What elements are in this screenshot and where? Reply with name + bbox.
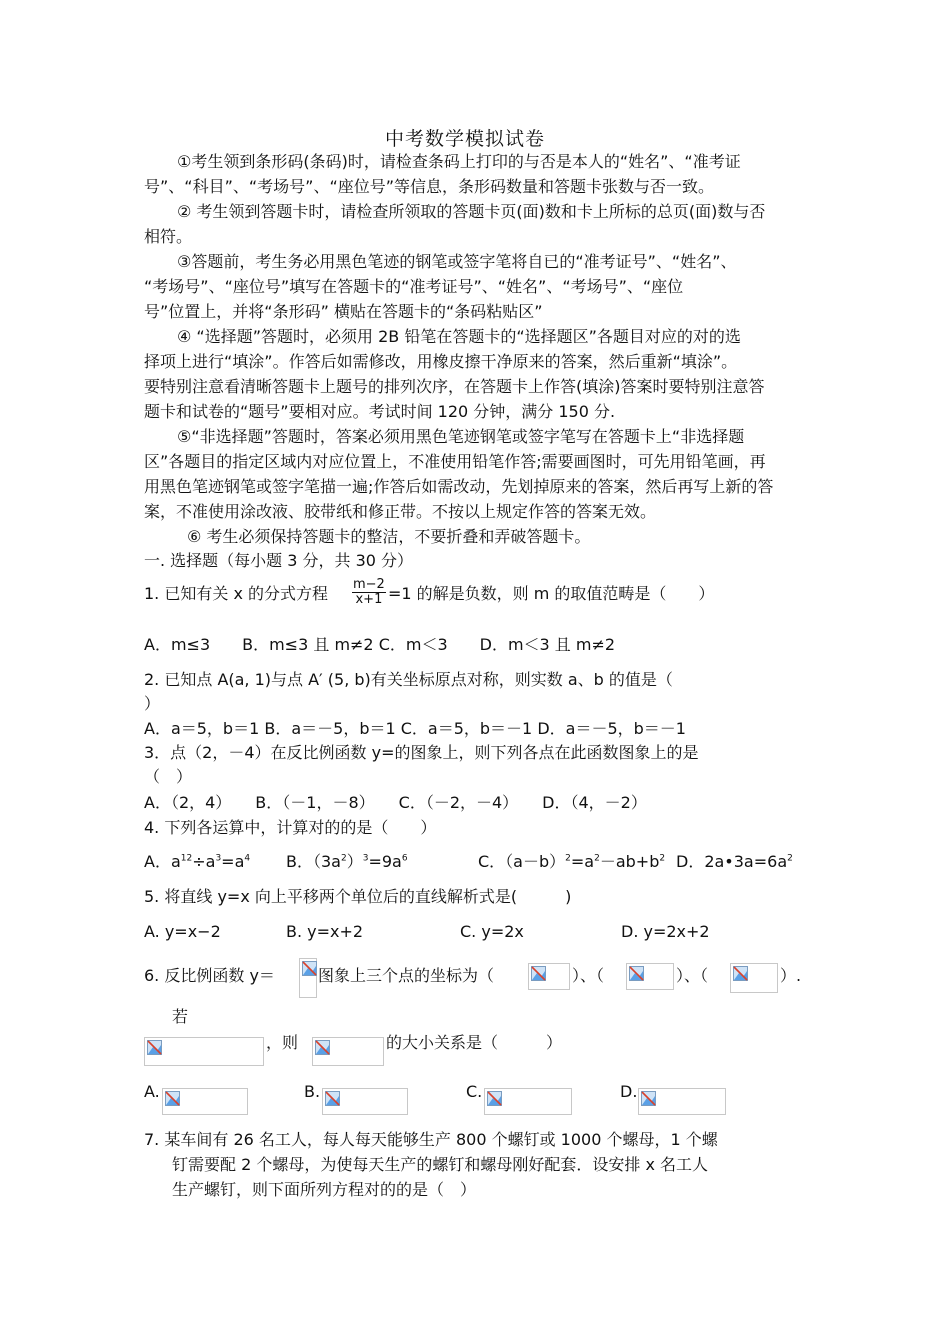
q3-text: 3．点（2，－4）在反比例函数 y=的图象上，则下列各点在此函数图象上的是 [144, 743, 699, 762]
instruction-line: 相符。 [144, 227, 193, 246]
q4-a-exp: 12 [180, 853, 193, 864]
q4-text: 4. 下列各运算中，计算对的的是（ ） [144, 818, 437, 837]
q6-if: 若 [172, 1007, 189, 1026]
instruction-line: ①考生领到条形码(条码)时，请检查条码上打印的与否是本人的“姓名”、“准考证 [177, 152, 741, 171]
variables-image-placeholder [312, 1037, 384, 1066]
q5-option-b: B. y=x+2 [286, 922, 364, 941]
broken-image-icon [147, 1040, 165, 1056]
q6-text-cont: 图象上三个点的坐标为（ [318, 966, 495, 985]
q1-options: A．m≤3 B．m≤3 且 m≠2 C．m＜3 D．m＜3 且 m≠2 [144, 635, 616, 654]
instruction-line: 择项上进行“填涂”。作答后如需修改，用橡皮擦干净原来的答案，然后重新“填涂”。 [144, 352, 738, 371]
instruction-line: 号”位置上，并将“条形码” 横贴在答题卡的“条码粘贴区” [144, 302, 543, 321]
instruction-line: ⑥ 考生必须保持答题卡的整洁，不要折叠和弄破答题卡。 [187, 527, 591, 546]
q3-text-cont: （ ） [144, 767, 193, 786]
q4-b-base: B．（3a [286, 852, 341, 871]
q4-c-exp: 2 [659, 853, 666, 864]
q1-text-before: 1. 已知有关 x 的分式方程 [144, 584, 328, 603]
instruction-line: “考场号”、“座位号”填写在答题卡的“准考证号”、“姓名”、“考场号”、“座位 [144, 277, 684, 296]
option-image-placeholder [484, 1088, 572, 1115]
q4-d-exp: 2 [787, 853, 793, 864]
q1-frac-denominator: x+1 [355, 592, 383, 607]
instruction-line: 区”各题目的指定区域内对应位置上，不准使用铅笔作答;需要画图时，可先用铅笔画，再 [144, 452, 766, 471]
q5-option-a: A. y=x−2 [144, 922, 221, 941]
q4-c-eq: =a [570, 852, 595, 871]
q2-text: 2. 已知点 A(a, 1)与点 A′ (5, b)有关坐标原点对称，则实数 a、b 的值是（ [144, 670, 673, 689]
instruction-line: 要特别注意看清晰答题卡上题号的排列次序，在答题卡上作答(填涂)答案时要特别注意答 [144, 377, 765, 396]
section-heading: 一. 选择题（每小题 3 分，共 30 分） [144, 551, 414, 570]
q6-option-d-label: D. [620, 1082, 638, 1101]
q4-option-c [478, 852, 665, 872]
q4-b-exp: 3 [362, 853, 369, 864]
instruction-line: ③答题前，考生务必用黑色笔迹的钢笔或签字笔将自已的“准考证号”、“姓名”、 [177, 252, 737, 271]
q4-option-a [144, 852, 250, 872]
q4-c-exp: 2 [565, 853, 571, 864]
q6-option-b-label: B. [304, 1082, 321, 1101]
broken-image-icon [315, 1040, 333, 1056]
q3-options: A．（2，4） B．（－1，－8） C．（－2，－4） D．（4，－2） [144, 793, 647, 812]
instruction-line: ⑤“非选择题”答题时，答案必须用黑色笔迹钢笔或签字笔写在答题卡上“非选择题 [177, 427, 745, 446]
q6-relation-text: 的大小关系是（ ） [386, 1033, 563, 1052]
q1-fraction [352, 578, 386, 607]
option-image-placeholder [638, 1088, 726, 1115]
q6-option-a-label: A. [144, 1082, 160, 1101]
q6-text: 6. 反比例函数 y＝ [144, 966, 275, 985]
broken-image-icon [325, 1091, 343, 1107]
broken-image-icon [733, 966, 751, 982]
q4-a-base: A．a [144, 852, 181, 871]
option-image-placeholder [162, 1088, 248, 1115]
formula-image-placeholder [299, 958, 317, 998]
broken-image-icon [165, 1091, 183, 1107]
coordinate-image-placeholder [730, 963, 778, 993]
q6-separator: ）、（ [676, 966, 709, 985]
q5-option-c: C. y=2x [460, 922, 524, 941]
q4-c-mid: －ab+b [599, 852, 660, 871]
q4-a-exp: 3 [215, 853, 222, 864]
broken-image-icon [531, 966, 549, 982]
page-title: 中考数学模拟试卷 [385, 128, 546, 150]
q7-text: 7. 某车间有 26 名工人，每人每天能够生产 800 个螺钉或 1000 个螺母，1 个螺 [144, 1130, 718, 1149]
instruction-line: 题卡和试卷的“题号”要相对应。考试时间 120 分钟，满分 150 分. [144, 402, 616, 421]
q4-b-exp: 6 [401, 853, 408, 864]
q4-b-exp: 2 [340, 853, 347, 864]
q4-option-b [286, 852, 408, 872]
q7-text-cont: 生产螺钉，则下面所列方程对的的是（ ） [172, 1180, 477, 1199]
q6-separator: ）、（ [572, 966, 605, 985]
coordinate-image-placeholder [528, 963, 570, 990]
q4-a-eq: =a [221, 852, 245, 871]
coordinate-image-placeholder [626, 963, 674, 990]
q5-option-d: D. y=2x+2 [621, 922, 710, 941]
q4-d-base: D．2a•3a=6a [676, 852, 788, 871]
q7-text-cont: 钉需要配 2 个螺母，为使每天生产的螺钉和螺母刚好配套．设安排 x 名工人 [172, 1155, 708, 1174]
broken-image-icon [629, 966, 647, 982]
q4-option-d [676, 852, 793, 872]
q4-c-exp: 2 [594, 853, 600, 864]
q5-text: 5. 将直线 y=x 向上平移两个单位后的直线解析式是( ) [144, 887, 572, 906]
instruction-line: 号”、“科目”、“考场号”、“座位号”等信息，条形码数量和答题卡张数与否一致。 [144, 177, 715, 196]
q6-option-c-label: C. [466, 1082, 483, 1101]
broken-image-icon [641, 1091, 659, 1107]
q2-options: A．a＝5，b＝1 B．a＝－5，b＝1 C．a＝5，b＝－1 D．a＝－5，b＝－1 [144, 719, 686, 738]
q4-a-mid: ÷a [192, 852, 216, 871]
q4-b-mid: ） [346, 852, 363, 871]
q6-then: ，则 [266, 1033, 299, 1052]
q4-a-exp: 4 [244, 853, 251, 864]
broken-image-icon [487, 1091, 505, 1107]
q4-c-base: C．（a－b） [478, 852, 566, 871]
q1-frac-numerator: m−2 [353, 577, 385, 592]
q6-end: ）. [780, 966, 802, 985]
instruction-line: 用黑色笔迹钢笔或签字笔描一遍;作答后如需改动，先划掉原来的答案，然后再写上新的答 [144, 477, 774, 496]
instruction-line: 案，不准使用涂改液、胶带纸和修正带。不按以上规定作答的答案无效。 [144, 502, 657, 521]
q2-text-cont: ） [144, 694, 161, 713]
condition-image-placeholder [144, 1037, 264, 1066]
option-image-placeholder [322, 1088, 408, 1115]
instruction-line: ④ “选择题”答题时，必须用 2B 铅笔在答题卡的“选择题区”各题目对应的对的选 [177, 327, 741, 346]
instruction-line: ② 考生领到答题卡时，请检查所领取的答题卡页(面)数和卡上所标的总页(面)数与否 [177, 202, 766, 221]
q4-b-eq: =9a [368, 852, 402, 871]
q1-text-after: =1 的解是负数，则 m 的取值范畴是（ ） [388, 584, 715, 603]
